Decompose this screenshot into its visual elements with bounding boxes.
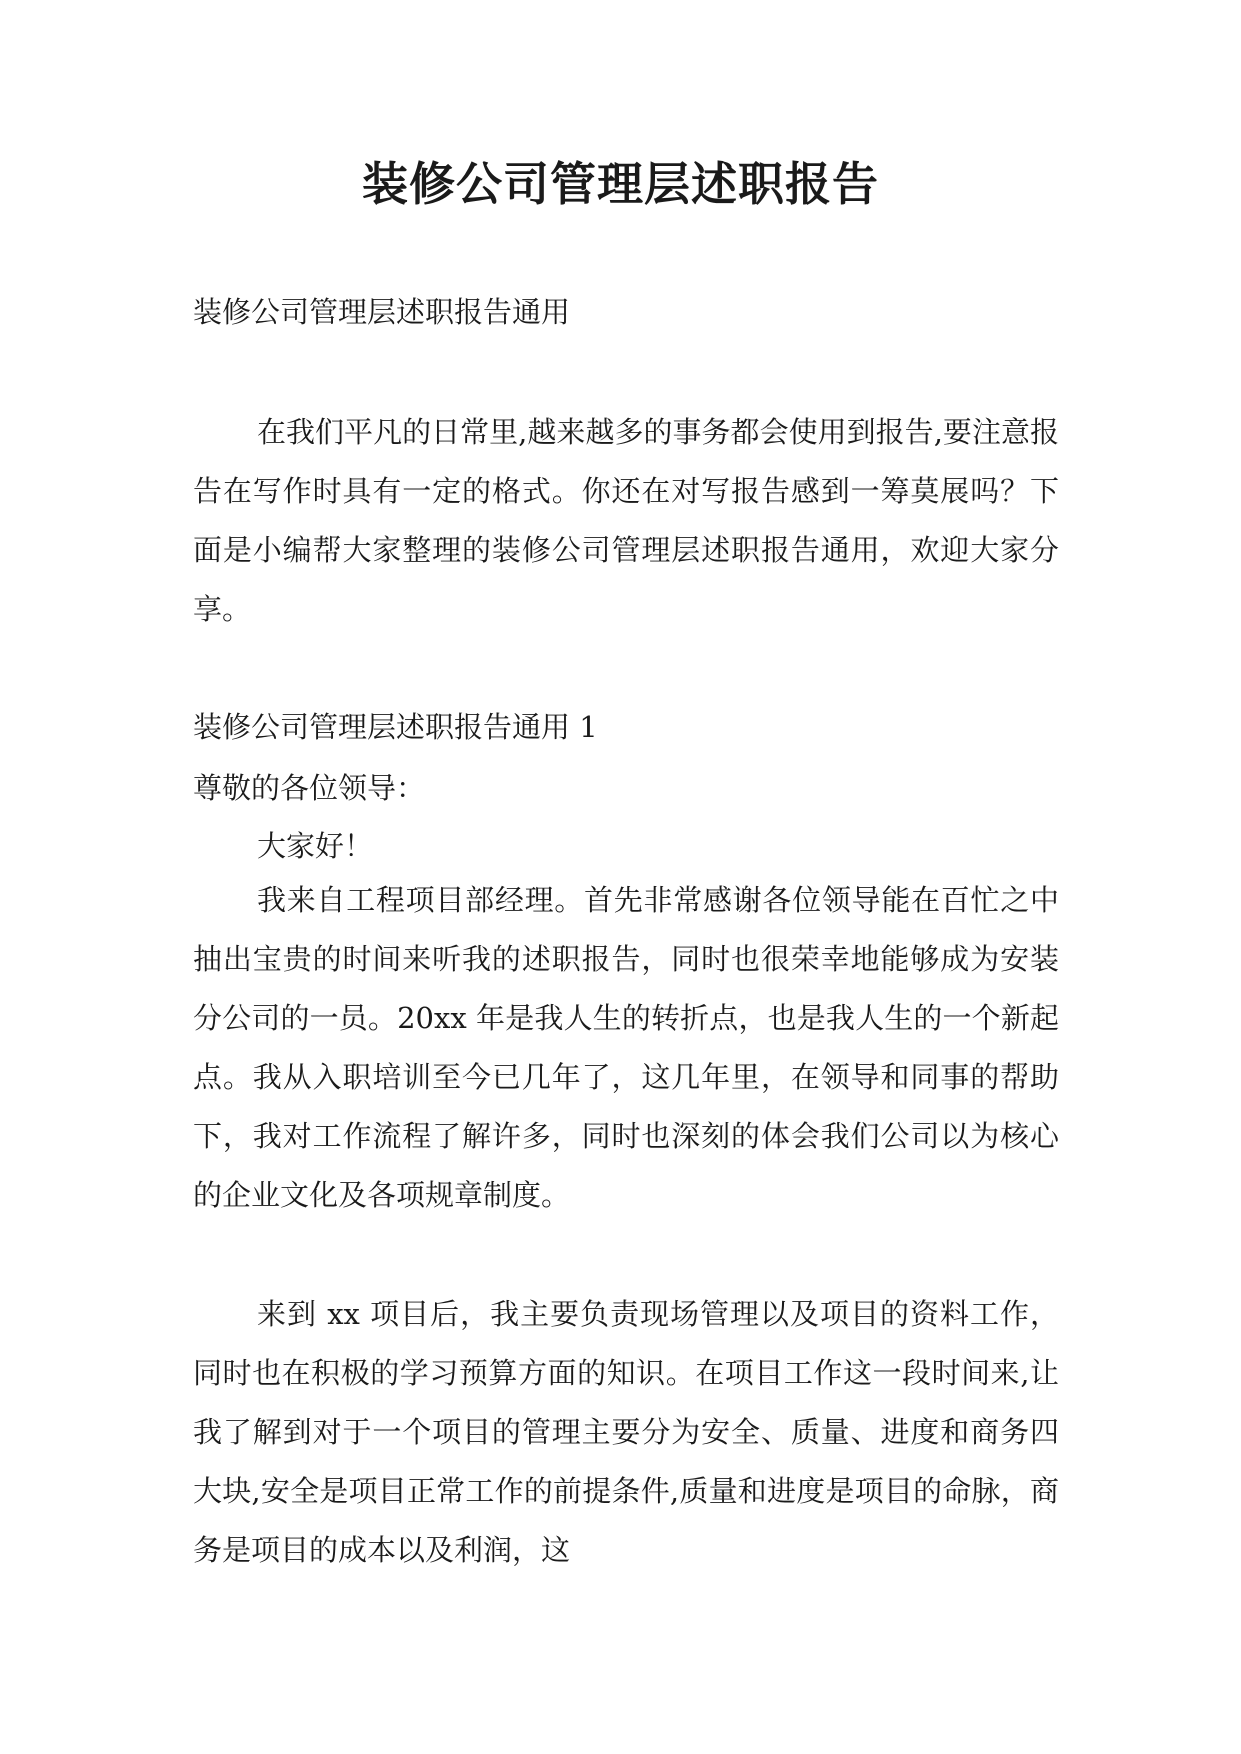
body-paragraph-2: 来到 xx 项目后，我主要负责现场管理以及项目的资料工作，同时也在积极的学习预算方面的知识。在项目工作这一段时间来,让我了解到对于一个项目的管理主要分为安全、质量、进度和商务四大块,安全是项目正常工作的前提条件,质量和进度是项目的命脉，商务是项目的成本以及利润，这 xyxy=(193,1297,1059,1567)
greeting: 大家好！ xyxy=(257,829,374,863)
salutation: 尊敬的各位领导： xyxy=(193,771,426,805)
body-paragraph-1: 我来自工程项目部经理。首先非常感谢各位领导能在百忙之中抽出宝贵的时间来听我的述职报告，同时也很荣幸地能够成为安装分公司的一员。20xx 年是我人生的转折点，也是我人生的一个新起点。我从入职培训至今已几年了，这几年里，在领导和同事的帮助下，我对工作流程了解许多，同时也深刻的体会我们公司以为核心的企业文化及各项规章制度。 xyxy=(193,883,1059,1212)
section-heading: 装修公司管理层述职报告通用 1 xyxy=(193,710,598,744)
intro-paragraph: 在我们平凡的日常里,越来越多的事务都会使用到报告,要注意报告在写作时具有一定的格式。你还在对写报告感到一筹莫展吗？下面是小编帮大家整理的装修公司管理层述职报告通用，欢迎大家分享。 xyxy=(193,415,1059,626)
document-subtitle: 装修公司管理层述职报告通用 xyxy=(193,295,571,329)
document-title: 装修公司管理层述职报告 xyxy=(362,157,879,211)
